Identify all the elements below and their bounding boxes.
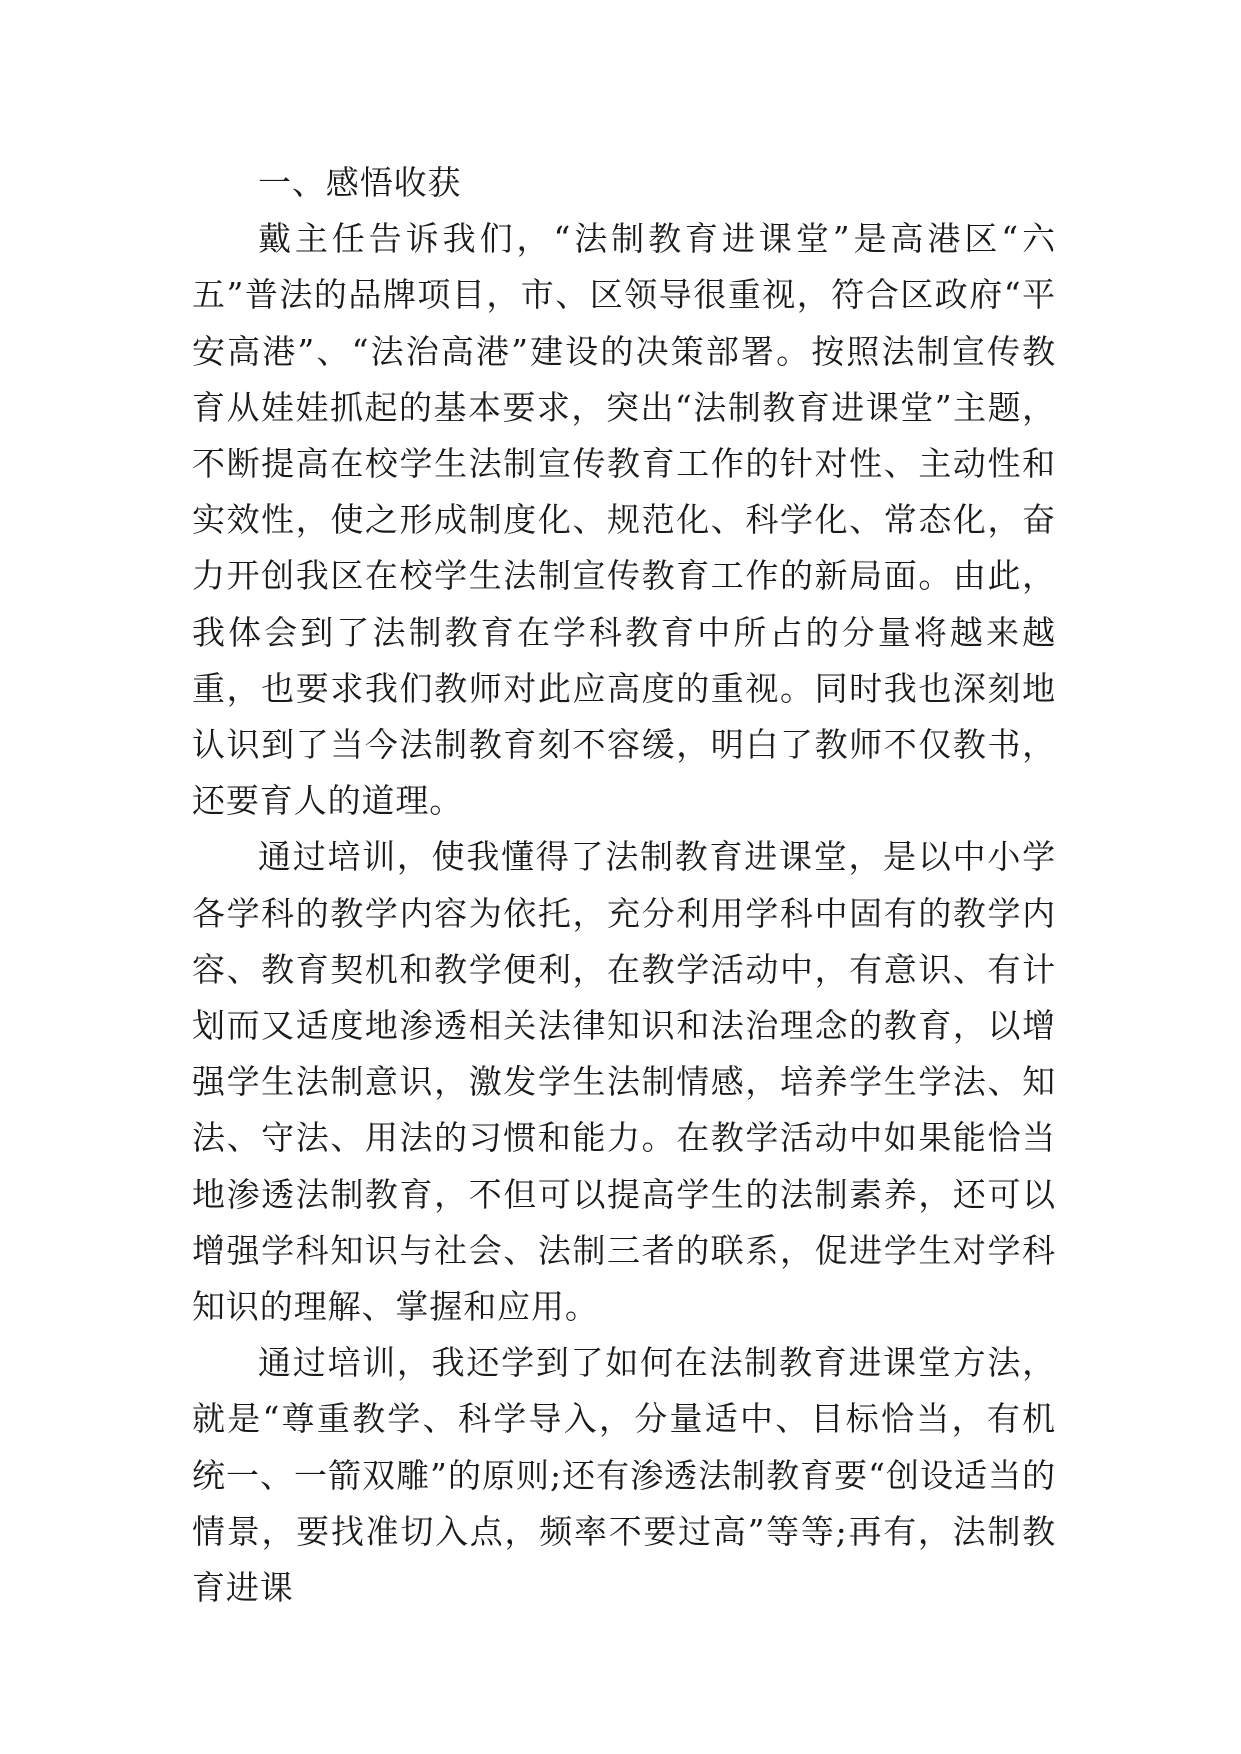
paragraph-1: 戴主任告诉我们，“法制教育进课堂”是高港区“六五”普法的品牌项目，市、区领导很重视，符合区政府“平安高港”、“法治高港”建设的决策部署。按照法制宣传教育从娃娃抓起的基本要求，突出“法制教育进课堂”主题，不断提高在校学生法制宣传教育工作的针对性、主动性和实效性，使之形成制度化、规范化、科学化、常态化，奋力开创我区在校学生法制宣传教育工作的新局面。由此，我体会到了法制教育在学科教育中所占的分量将越来越重，也要求我们教师对此应高度的重视。同时我也深刻地认识到了当今法制教育刻不容缓，明白了教师不仅教书，还要育人的道理。 [192, 219, 1056, 821]
paragraph-3: 通过培训，我还学到了如何在法制教育进课堂方法，就是“尊重教学、科学导入，分量适中、目标恰当，有机统一、一箭双雕”的原则;还有渗透法制教育要“创设适当的情景，要找准切入点，频率不要过高”等等;再有，法制教育进课 [192, 1343, 1056, 1608]
section-heading: 一、感悟收获 [258, 163, 462, 202]
paragraph-2: 通过培训，使我懂得了法制教育进课堂，是以中小学各学科的教学内容为依托，充分利用学科中固有的教学内容、教育契机和教学便利，在教学活动中，有意识、有计划而又适度地渗透相关法律知识和法治理念的教育，以增强学生法制意识，激发学生法制情感，培养学生学法、知法、守法、用法的习惯和能力。在教学活动中如果能恰当地渗透法制教育，不但可以提高学生的法制素养，还可以增强学科知识与社会、法制三者的联系，促进学生对学科知识的理解、掌握和应用。 [192, 837, 1056, 1327]
document-body [192, 155, 1056, 1616]
